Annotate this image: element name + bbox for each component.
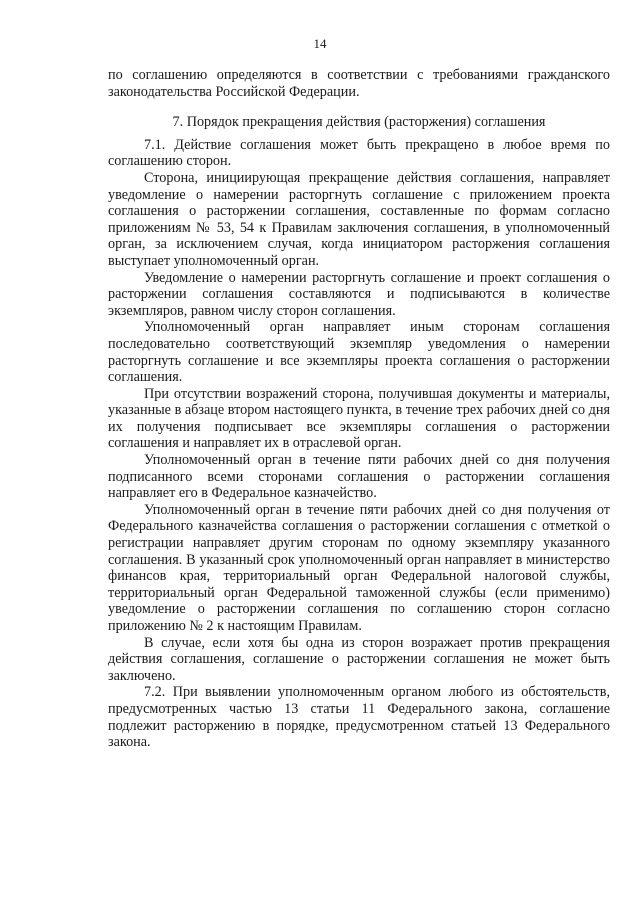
paragraph-continuation: по соглашению определяются в соответствии с требованиями гражданского законодательства Российской Федерации. <box>108 67 610 100</box>
paragraph: Уполномоченный орган в течение пяти рабочих дней со дня получения от Федерального казначейства соглашения о расторжении соглашения с отметкой о регистрации направляет другим сторонам по одному экземпляру указанного соглашения. В указанный срок уполномоченный орган направляет в министерство финансов края, территориальный орган Федеральной налоговой службы, территориальный орган Федеральной таможенной службы (если применимо) уведомление о расторжении соглашения по соглашению сторон согласно приложению № 2 к настоящим Правилам. <box>108 501 610 634</box>
paragraph: Уполномоченный орган направляет иным сторонам соглашения последовательно соответствующий экземпляр уведомления о намерении расторгнуть соглашение и все экземпляры проекта соглашения о расторжении соглашения. <box>108 319 610 386</box>
document-body <box>108 67 610 751</box>
paragraph: Уведомление о намерении расторгнуть соглашение и проект соглашения о расторжении соглашения составляются и подписываются в количестве экземпляров, равном числу сторон соглашения. <box>108 269 610 319</box>
paragraph: Уполномоченный орган в течение пяти рабочих дней со дня получения подписанного всеми сторонами соглашения о расторжении соглашения направляет его в Федеральное казначейство. <box>108 452 610 502</box>
paragraph: Сторона, инициирующая прекращение действия соглашения, направляет уведомление о намерении расторгнуть соглашение с приложением проекта соглашения о расторжении соглашения, составленные по формам согласно приложениям № 53, 54 к Правилам заключения соглашения, в уполномоченный орган, за исключением случая, когда инициатором расторжения соглашения выступает уполномоченный орган. <box>108 169 610 269</box>
section-heading: 7. Порядок прекращения действия (расторжения) соглашения <box>172 114 546 131</box>
paragraph: 7.2. При выявлении уполномоченным органом любого из обстоятельств, предусмотренных частью 13 статьи 11 Федерального закона, соглашение подлежит расторжению в порядке, предусмотренном статьей 13 Федерального закона. <box>108 684 610 751</box>
paragraph: При отсутствии возражений сторона, получившая документы и материалы, указанные в абзаце втором настоящего пункта, в течение трех рабочих дней со дня их получения подписывает все экземпляры соглашения о расторжении соглашения и направляет их в отраслевой орган. <box>108 385 610 452</box>
paragraph: В случае, если хотя бы одна из сторон возражает против прекращения действия соглашения, соглашение о расторжении соглашения не может быть заключено. <box>108 634 610 684</box>
paragraph: 7.1. Действие соглашения может быть прекращено в любое время по соглашению сторон. <box>108 136 610 170</box>
page-number: 14 <box>313 36 327 51</box>
